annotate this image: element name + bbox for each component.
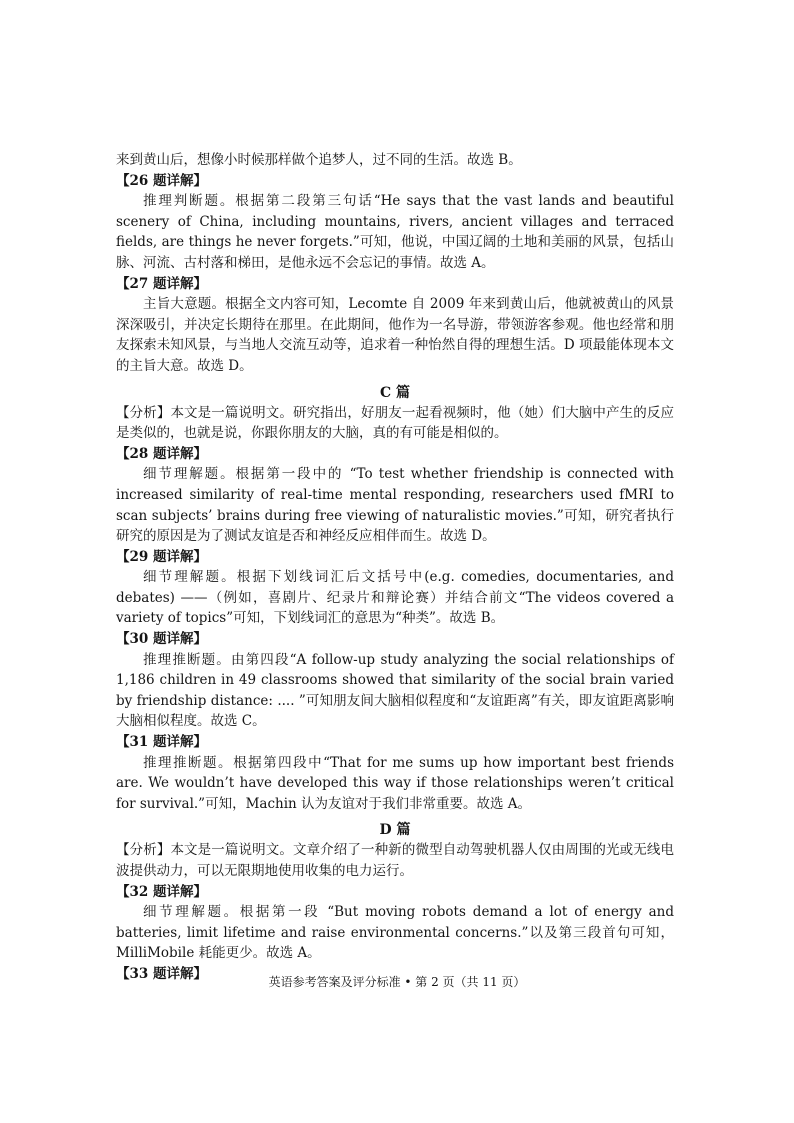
question-heading: 【32 题详解】 xyxy=(116,883,207,900)
analysis-paragraph: 【分析】本文是一篇说明文。文章介绍了一种新的微型自动驾驶机器人仅由周围的光或无线电波提供动力，可以无限期地使用收集的电力运行。 xyxy=(116,842,674,879)
analysis-paragraph: 【分析】本文是一篇说明文。研究指出，好朋友一起看视频时，他（她）们大脑中产生的反应是类似的，也就是说，你跟你朋友的大脑，真的有可能是相似的。 xyxy=(116,404,674,442)
answer-content xyxy=(116,150,674,985)
explanation-paragraph: 推理推断题。根据第四段中“That for me sums up how important best friends are. We wouldn’t have developed this way if those relationships weren’t critical for survival.”可知，Machin 认为友谊对于我们非常重要。故选 A。 xyxy=(116,754,674,812)
explanation-paragraph: 主旨大意题。根据全文内容可知，Lecomte 自 2009 年来到黄山后，他就被黄山的风景深深吸引，并决定长期待在那里。在此期间，他作为一名导游，带领游客参观。他也经常和朋友探索未知风景，与当地人交流互动等，追求着一种怡然自得的理想生活。D 项最能体现本文的主旨大意。故选 D。 xyxy=(116,296,674,374)
question-heading: 【31 题详解】 xyxy=(116,734,207,751)
question-heading: 【33 题详解】 xyxy=(116,965,207,982)
explanation-paragraph: 细节理解题。根据第一段中的 “To test whether friendship is connected with increased similarity of real-time mental responding, researchers used fMRI to scan subjects’ brains during free viewing of naturalistic movies.”可知，研究者执行研究的原因是为了测试友谊是否和神经反应相伴而生。故选 D。 xyxy=(116,466,674,545)
analysis-paragraph: 来到黄山后，想像小时候那样做个追梦人，过不同的生活。故选 B。 xyxy=(116,152,522,168)
section-title: C 篇 xyxy=(379,384,411,401)
question-heading: 【28 题详解】 xyxy=(116,445,207,462)
question-heading: 【29 题详解】 xyxy=(116,548,207,565)
explanation-paragraph: 细节理解题。根据第一段 “But moving robots demand a lot of energy and batteries, limit lifetime and raise environmental concerns.”以及第三段首句可知，MilliMobile 耗能更少。故选 A。 xyxy=(116,904,674,962)
explanation-paragraph: 细节理解题。根据下划线词汇后文括号中(e.g. comedies, documentaries, and debates) ——（例如，喜剧片、纪录片和辩论赛）并结合前文“The videos covered a variety of topics”可知，下划线词汇的意思为“种类”。故选 B。 xyxy=(116,569,674,627)
section-title: D 篇 xyxy=(379,822,411,839)
page-footer: 英语参考答案及评分标准 • 第 2 页（共 11 页） xyxy=(268,975,526,989)
question-heading: 【30 题详解】 xyxy=(116,631,207,648)
question-heading: 【27 题详解】 xyxy=(116,275,207,292)
question-heading: 【26 题详解】 xyxy=(116,172,207,189)
explanation-paragraph: 推理推断题。由第四段“A follow-up study analyzing the social relationships of 1,186 children in 49 classrooms showed that similarity of the social brain varied by friendship distance: .... ”可知朋友间大脑相似程度和“友谊距离”有关，即友谊距离影响大脑相似程度。故选 C。 xyxy=(116,651,674,730)
explanation-paragraph: 推理判断题。根据第二段第三句话“He says that the vast lands and beautiful scenery of China, including mountains, rivers, ancient villages and terraced fields, are things he never forgets.”可知，他说，中国辽阔的土地和美丽的风景，包括山脉、河流、古村落和梯田，是他永远不会忘记的事情。故选 A。 xyxy=(116,193,674,271)
